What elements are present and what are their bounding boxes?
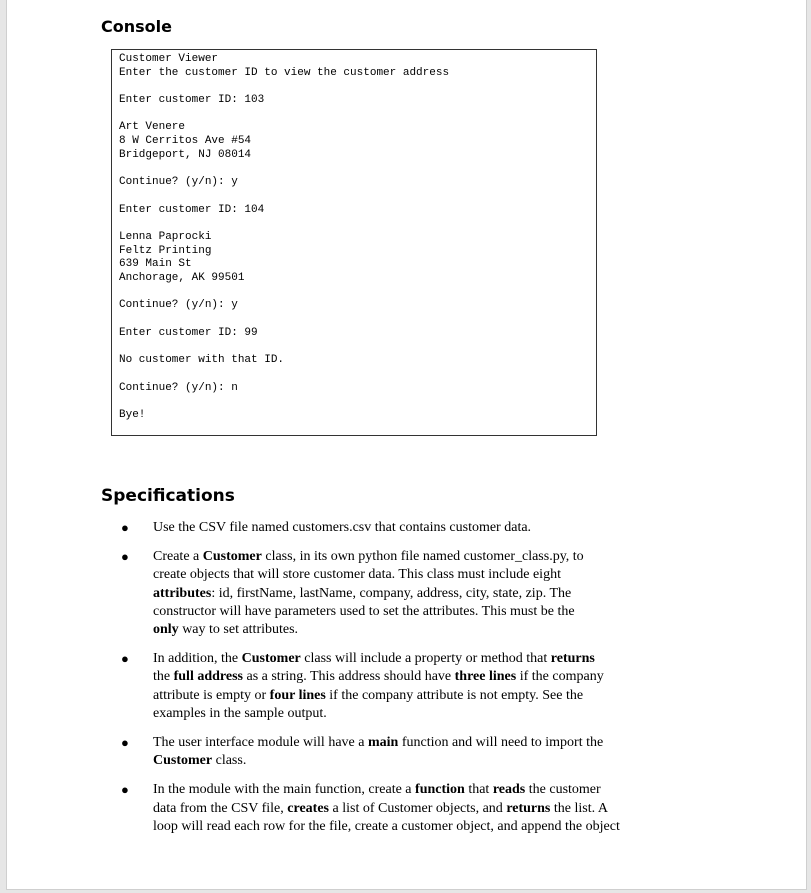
- spec-line: [153, 781, 701, 799]
- text: if the company: [516, 669, 604, 685]
- spec-line: [153, 687, 701, 705]
- spec-list-item: [121, 519, 701, 537]
- console-line: Customer Viewer: [119, 53, 219, 65]
- text: a list of Customer objects, and: [329, 800, 507, 816]
- console-line: Bridgeport, NJ 08014: [119, 148, 252, 161]
- bullet-icon: ●: [121, 651, 129, 667]
- bold-text: returns: [506, 800, 551, 816]
- spec-line: [153, 800, 701, 818]
- console-line: [119, 313, 596, 327]
- text: loop will read each row for the file, create a customer object, and append the object: [153, 818, 620, 834]
- console-line: Enter customer ID: 104: [119, 203, 265, 216]
- spec-line: [153, 705, 701, 723]
- console-line: Feltz Printing: [119, 244, 212, 257]
- bold-text: Customer: [153, 753, 213, 769]
- text: In the module with the main function, create a: [153, 782, 416, 798]
- text: the list. A: [550, 800, 608, 816]
- console-line: Art Venere: [119, 121, 186, 134]
- console-line: [119, 368, 596, 382]
- bold-text: creates: [287, 800, 329, 816]
- console-line: [119, 190, 596, 204]
- bold-text: reads: [492, 782, 526, 798]
- console-line: Continue? (y/n): n: [119, 381, 238, 394]
- text: if the company attribute is not empty. See the: [325, 687, 584, 703]
- text: function and will need to import the: [398, 735, 604, 751]
- spec-list-item: [121, 781, 701, 836]
- bold-text: three lines: [454, 669, 517, 685]
- bullet-icon: ●: [121, 549, 129, 565]
- text: the customer: [525, 782, 601, 798]
- spec-list-item: [121, 548, 701, 639]
- console-line: Enter customer ID: 103: [119, 94, 265, 107]
- document-page: [6, 0, 807, 890]
- console-line: 639 Main St: [119, 258, 192, 271]
- text: attribute is empty or: [153, 687, 270, 703]
- text: class, in its own python file named customer_class.py, to: [261, 549, 584, 565]
- text: way to set attributes.: [178, 622, 299, 638]
- console-line: [119, 395, 596, 409]
- console-line: Enter the customer ID to view the customer address: [119, 66, 450, 79]
- text: Create a: [153, 549, 203, 565]
- text: The user interface module will have a: [153, 735, 368, 751]
- console-line: [119, 217, 596, 231]
- bullet-icon: ●: [121, 520, 129, 535]
- spec-list-item: [121, 734, 701, 770]
- spec-line: [153, 603, 701, 621]
- console-output-box: [111, 49, 597, 436]
- bold-text: Customer: [202, 549, 262, 565]
- bullet-icon: ●: [121, 782, 129, 798]
- console-line: Bye!: [119, 408, 146, 421]
- bold-text: four lines: [269, 687, 326, 703]
- text: as a string. This address should have: [242, 669, 455, 685]
- spec-line: [153, 734, 701, 752]
- bold-text: Customer: [241, 651, 301, 667]
- bold-text: full address: [173, 669, 243, 685]
- console-heading: Console: [101, 17, 172, 36]
- text: that: [464, 782, 493, 798]
- bold-text: attributes: [153, 585, 212, 601]
- spec-line: [153, 818, 701, 836]
- console-line: [119, 108, 596, 122]
- console-line: [119, 163, 596, 177]
- text: examples in the sample output.: [153, 705, 327, 721]
- bold-text: only: [153, 622, 179, 638]
- text: class will include a property or method that: [300, 651, 551, 667]
- bold-text: returns: [550, 651, 595, 667]
- bold-text: main: [367, 735, 399, 751]
- console-line: Lenna Paprocki: [119, 230, 212, 243]
- spec-line: [153, 650, 701, 668]
- specifications-list: [121, 519, 701, 847]
- text: constructor will have parameters used to set the attributes. This must be the: [153, 603, 575, 619]
- console-line: [119, 80, 596, 94]
- console-line: Continue? (y/n): y: [119, 299, 238, 312]
- text: data from the CSV file,: [153, 800, 288, 816]
- specifications-heading: Specifications: [101, 486, 235, 506]
- spec-line: [153, 585, 701, 603]
- spec-line: [153, 548, 701, 566]
- console-line: [119, 340, 596, 354]
- bullet-icon: ●: [121, 735, 129, 751]
- spec-list-item: [121, 650, 701, 723]
- console-line: [119, 286, 596, 300]
- spec-line: [153, 621, 701, 639]
- console-line: Anchorage, AK 99501: [119, 272, 245, 284]
- console-line: Enter customer ID: 99: [119, 326, 258, 339]
- text: class.: [212, 753, 247, 769]
- text: Use the CSV file named customers.csv that contains customer data.: [153, 520, 532, 535]
- console-line: Continue? (y/n): y: [119, 176, 238, 189]
- text: create objects that will store customer data. This class must include eight: [153, 567, 561, 583]
- spec-line: [153, 566, 701, 584]
- console-line: 8 W Cerritos Ave #54: [119, 135, 252, 148]
- text: In addition, the: [153, 651, 242, 667]
- text: the: [153, 669, 174, 685]
- bold-text: function: [415, 782, 465, 798]
- spec-line: [153, 519, 701, 537]
- spec-line: [153, 668, 701, 686]
- spec-line: [153, 752, 701, 770]
- console-line: No customer with that ID.: [119, 354, 285, 367]
- text: : id, firstName, lastName, company, address, city, state, zip. The: [211, 585, 572, 601]
